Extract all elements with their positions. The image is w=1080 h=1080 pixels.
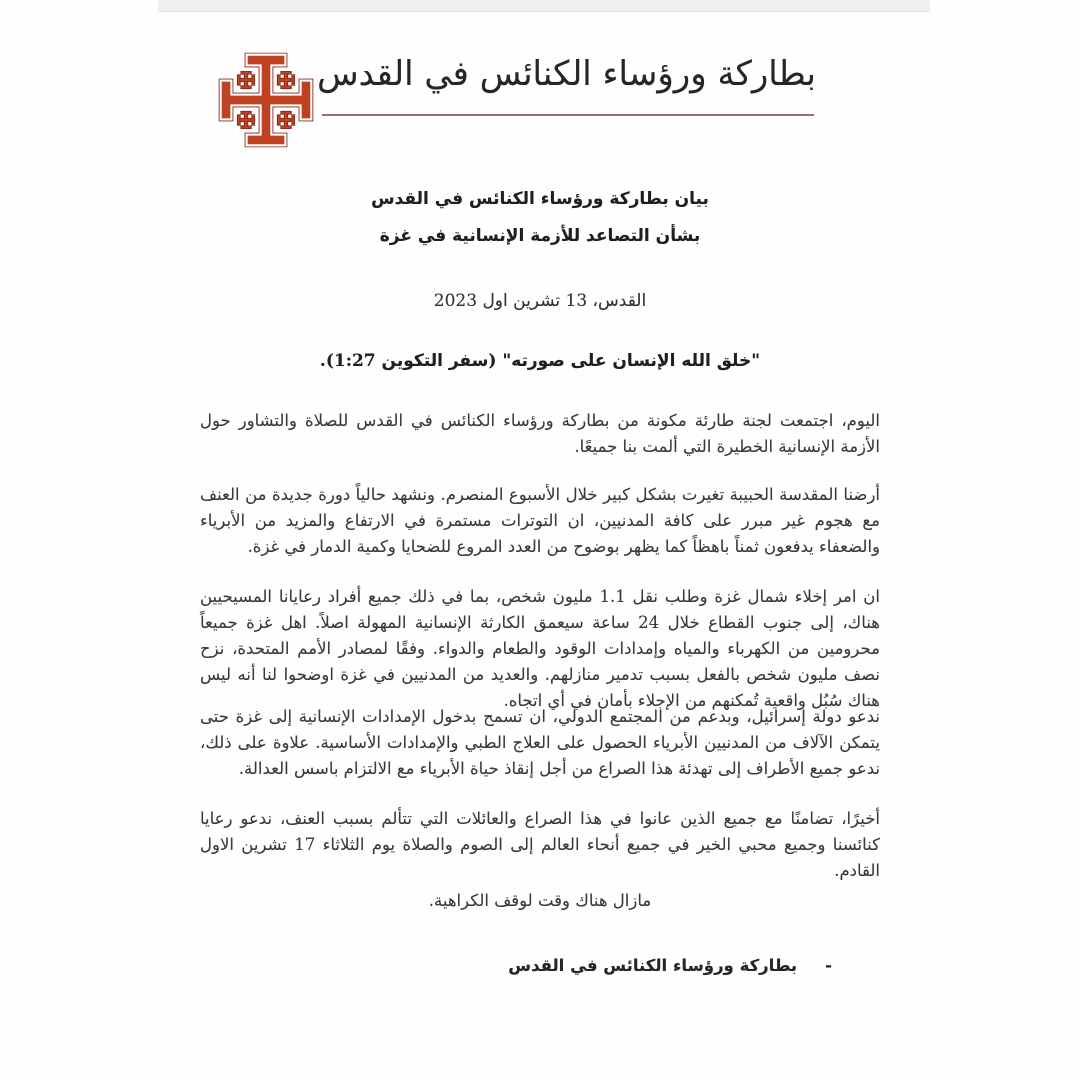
statement-paragraph-1: اليوم، اجتمعت لجنة طارئة مكونة من بطاركة ورؤساء الكنائس في القدس للصلاة والتشاور حول الأزمة الإنسانية الخطيرة التي ألمت بنا جميعًا. (200, 411, 880, 456)
org-title: بطاركة ورؤساء الكنائس في القدس (317, 54, 816, 94)
statement-title-line-2: بشأن التصاعد للأزمة الإنسانية في غزة (379, 226, 701, 246)
statement-paragraph-4: ندعو دولة إسرائيل، وبدعم من المجتمع الدولي، ان تسمح بدخول الإمدادات الإنسانية إلى غزة حتى يتمكن الآلاف من المدنيين الأبرياء الحصول على العلاج الطبي والإمدادات الأساسية. علاوة على ذلك، ندعو جميع الأطراف إلى تهدئة هذا الصراع من أجل إنقاذ حياة الأبرياء مع الالتزام باسس العدالة. (200, 707, 880, 778)
signature-line (200, 956, 880, 975)
statement-paragraph-2: أرضنا المقدسة الحبيبة تغيرت بشكل كبير خلال الأسبوع المنصرم. ونشهد حالياً دورة جديدة من العنف مع هجوم غير مبرر على كافة المدنيين، ان التوترات مستمرة في الارتفاع والمزيد من الأبرياء والضعفاء يدفعون ثمناً باهظاً كما يظهر بوضوح من العدد المروع للضحايا وكمية الدمار في غزة. (200, 485, 880, 556)
title-underline (322, 114, 814, 116)
jerusalem-cross-icon (212, 44, 320, 156)
statement-title-line-1: بيان بطاركة ورؤساء الكنائس في القدس (371, 189, 709, 209)
signature-dash: - (825, 956, 832, 975)
signature-text: بطاركة ورؤساء الكنائس في القدس (508, 956, 798, 975)
statement-paragraph-3: ان امر إخلاء شمال غزة وطلب نقل 1.1 مليون شخص، بما في ذلك جميع أفراد رعايانا المسيحيين هناك، إلى جنوب القطاع خلال 24 ساعة سيعمق الكارثة الإنسانية المهولة اصلاً. اهل غزة جميعاً محرومين من الكهرباء والمياه وإمدادات الوقود والطعام والدواء. وفقًا لمصادر الأمم المتحدة، نزح نصف مليون شخص بالفعل بسبب تدمير منازلهم. والعديد من المدنيين في غزة اوضحوا لنا أنه ليس هناك سُبُل واقعية تُمكنهم من الإجلاء بأمان في أي اتجاه. (200, 587, 880, 710)
jerusalem-cross-logo (212, 44, 320, 156)
scripture-quote: "خلق الله الإنسان على صورته" (سفر التكوين 1:27). (319, 351, 761, 371)
closing-line: مازال هناك وقت لوقف الكراهية. (428, 891, 652, 910)
page-top-edge (158, 0, 930, 12)
statement-paragraph-5: أخيرًا، تضامنًا مع جميع الذين عانوا في هذا الصراع والعائلات التي تتألم بسبب العنف، ندعو رعايا كنائسنا وجميع محبي الخير في جميع أنحاء العالم إلى الصوم والصلاة يوم الثلاثاء 17 تشرين الاول القادم. (200, 809, 880, 880)
dateline: القدس، 13 تشرين اول 2023 (433, 291, 647, 311)
